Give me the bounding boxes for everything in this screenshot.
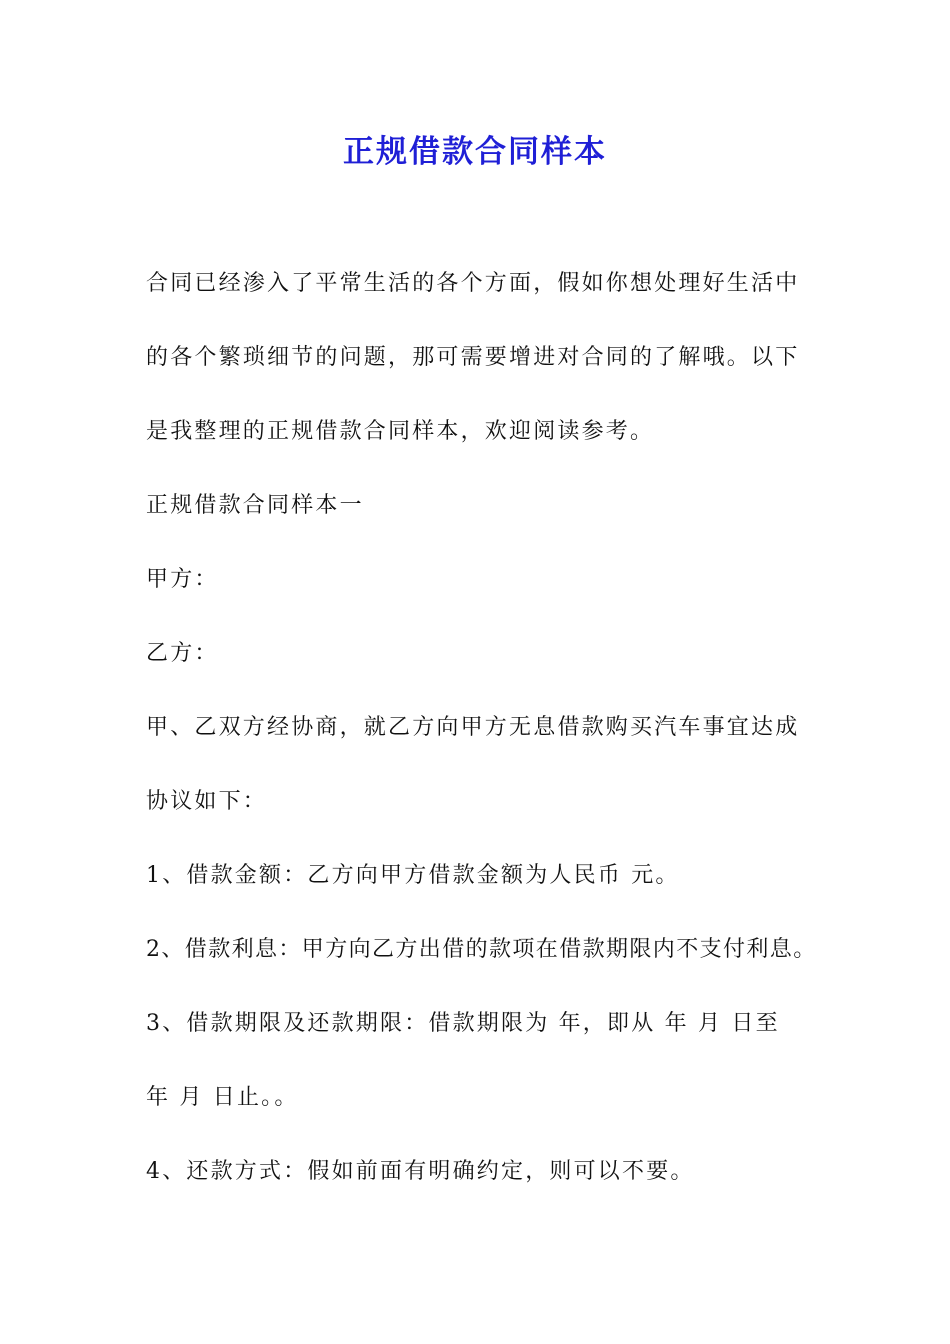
intro-line-1: 合同已经渗入了平常生活的各个方面，假如你想处理好生活中 <box>146 271 800 296</box>
intro-line-3: 是我整理的正规借款合同样本，欢迎阅读参考。 <box>146 419 655 444</box>
party-a-label: 甲方： <box>146 567 219 592</box>
clause-3-line-2: 年 月 日止。。 <box>146 1085 299 1110</box>
clause-1: 1、借款金额：乙方向甲方借款金额为人民币 元。 <box>146 863 680 888</box>
clause-2: 2、借款利息：甲方向乙方出借的款项在借款期限内不支付利息。 <box>146 937 817 962</box>
clause-4: 4、还款方式：假如前面有明确约定，则可以不要。 <box>146 1159 695 1184</box>
clause-3-line-1: 3、借款期限及还款期限：借款期限为 年，即从 年 月 日至 <box>146 1011 780 1036</box>
party-b-label: 乙方： <box>146 641 219 666</box>
intro-line-2: 的各个繁琐细节的问题，那可需要增进对合同的了解哦。以下 <box>146 345 800 370</box>
document-title: 正规借款合同样本 <box>343 134 607 170</box>
section-heading: 正规借款合同样本一 <box>146 493 364 518</box>
document-body <box>146 262 818 1224</box>
agreement-line-2: 协议如下： <box>146 789 268 814</box>
agreement-line-1: 甲、乙双方经协商，就乙方向甲方无息借款购买汽车事宜达成 <box>146 715 800 740</box>
